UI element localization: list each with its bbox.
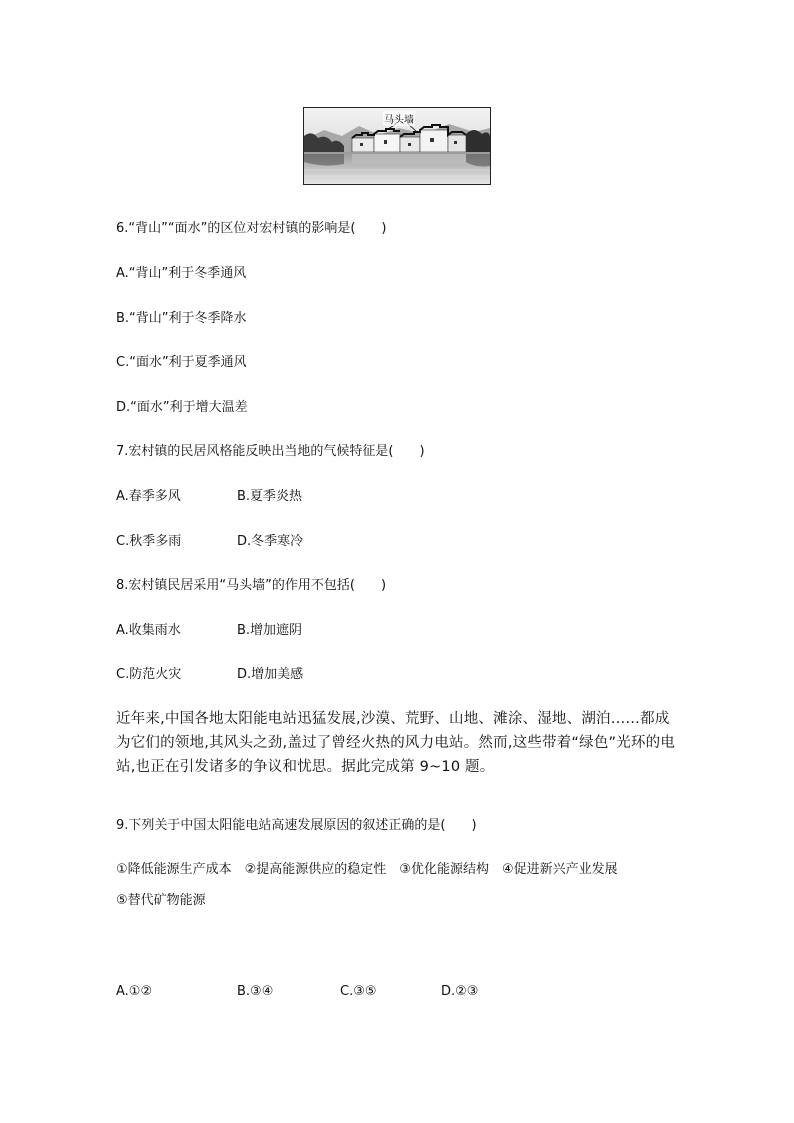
question-9-option-d: D.②③ <box>441 984 479 999</box>
question-6-stem: 6.“背山”“面水”的区位对宏村镇的影响是( ) <box>116 221 387 236</box>
question-9-stem: 9.下列关于中国太阳能电站高速发展原因的叙述正确的是( ) <box>116 818 477 833</box>
question-8-option-b: B.增加遮阴 <box>237 623 303 638</box>
question-6-option-b: B.“背山”利于冬季降水 <box>116 311 247 326</box>
question-7-option-b: B.夏季炎热 <box>237 489 303 504</box>
question-8-option-c: C.防范火灾 <box>116 667 182 682</box>
question-9-option-a: A.①② <box>116 984 153 999</box>
question-9-items-line-2: ⑤替代矿物能源 <box>116 893 206 908</box>
question-9-items-line-1: ①降低能源生产成本 ②提高能源供应的稳定性 ③优化能源结构 ④促进新兴产业发展 <box>116 862 618 877</box>
question-9-option-c: C.③⑤ <box>340 984 377 999</box>
question-8-option-d: D.增加美感 <box>237 667 304 682</box>
question-8-stem: 8.宏村镇民居采用“马头墙”的作用不包括( ) <box>116 578 387 593</box>
question-6-option-a: A.“背山”利于冬季通风 <box>116 266 247 281</box>
reading-passage: 近年来,中国各地太阳能电站迅猛发展,沙漠、荒野、山地、滩涂、湿地、湖泊……都成为它们的领地,其风头之劲,盖过了曾经火热的风力电站。然而,这些带着“绿色”光环的电站,也正在引发诸多的争议和忧思。据此完成第 9~10 题。 <box>116 711 676 775</box>
question-7-option-a: A.春季多风 <box>116 489 181 504</box>
question-8-option-a: A.收集雨水 <box>116 623 181 638</box>
question-6-option-c: C.“面水”利于夏季通风 <box>116 355 247 370</box>
question-7-option-d: D.冬季寒冷 <box>237 534 304 549</box>
question-7-stem: 7.宏村镇的民居风格能反映出当地的气候特征是( ) <box>116 444 425 459</box>
village-photo <box>303 107 491 185</box>
figure-label: 马头墙 <box>383 111 415 126</box>
question-7-option-c: C.秋季多雨 <box>116 534 182 549</box>
question-6-option-d: D.“面水”利于增大温差 <box>116 400 248 415</box>
question-9-option-b: B.③④ <box>237 984 274 999</box>
